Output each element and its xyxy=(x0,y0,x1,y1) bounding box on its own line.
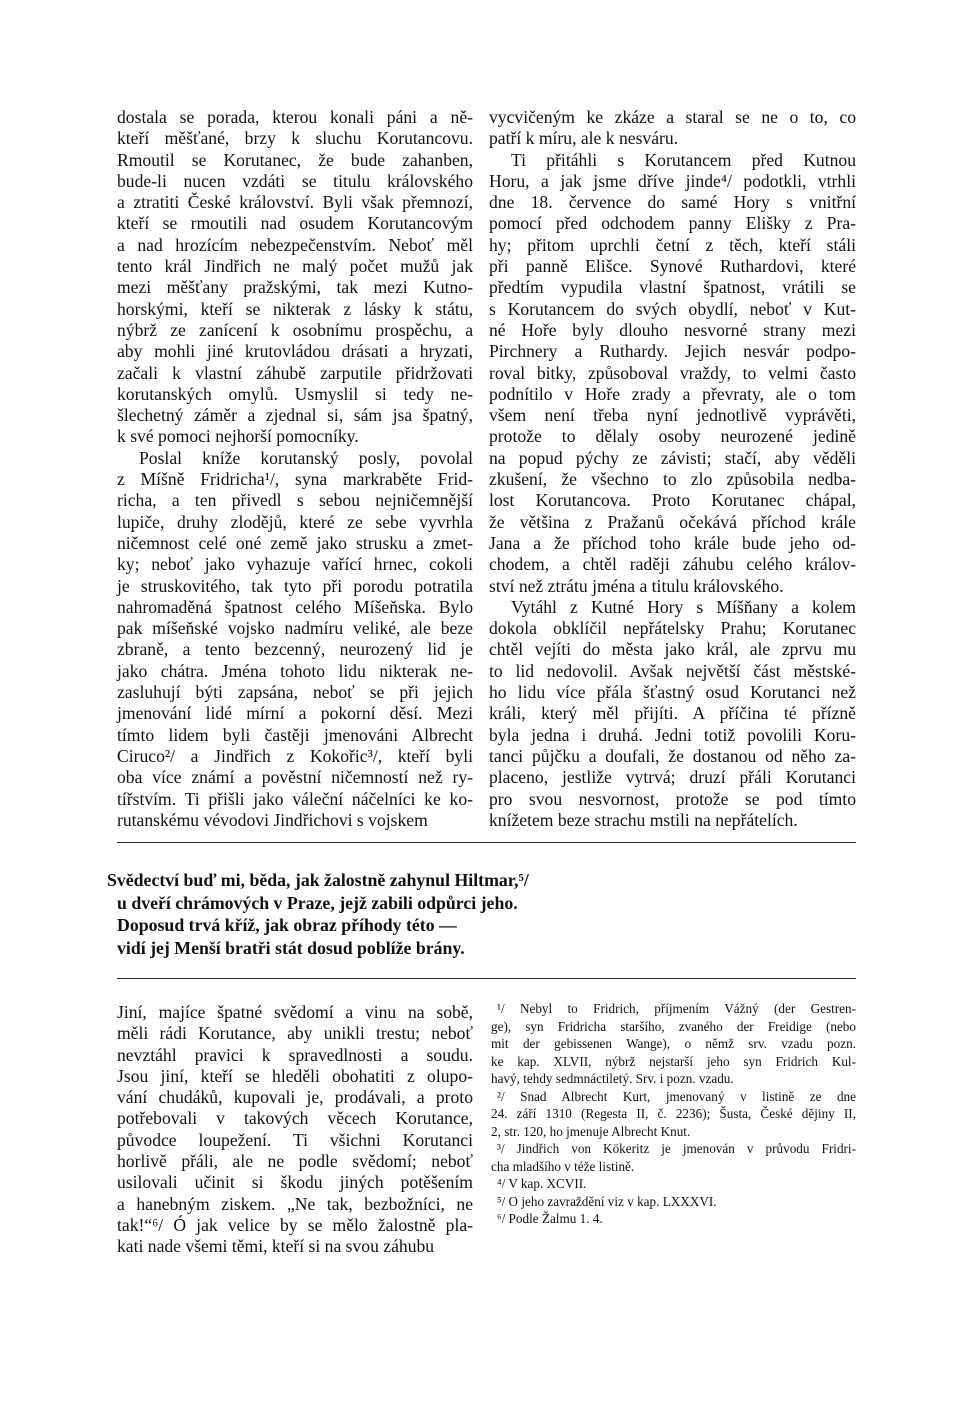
text-line: původce loupežení. Ti všichni Korutanci xyxy=(117,1129,473,1150)
text-line: chtěl vejíti do města jako král, ale zprvu mu xyxy=(489,639,856,660)
text-line: usilovali učinit si škodu jiných potěšením xyxy=(117,1172,473,1193)
text-line: dostala se porada, kterou konali páni a ně- xyxy=(117,107,473,127)
text-line: aby mohli jiné krutovládou drásati a hryzati, xyxy=(117,341,473,362)
footnote-line: mit der gebissenen Wange), o němž srv. vzadu pozn. xyxy=(491,1036,856,1051)
footnote xyxy=(491,1175,856,1193)
footnote-line: ⁴/ V kap. XCVII. xyxy=(497,1176,587,1191)
text-line: to lid nedovolil. Avšak největší část městské- xyxy=(489,660,856,681)
footnote xyxy=(491,1210,856,1228)
poem-block xyxy=(107,869,529,959)
poem-bottom-rule xyxy=(117,978,856,979)
text-line: z Míšně Fridricha¹/, syna markraběte Frid- xyxy=(117,469,473,490)
footnote-line: ³/ Jindřich von Kökeritz je jmenován v průvodu Fridri- xyxy=(497,1141,856,1156)
footnote-line: ⁶/ Podle Žalmu 1. 4. xyxy=(497,1211,603,1226)
text-line: roval bitky, způsoboval vraždy, to velmi často xyxy=(489,362,856,383)
footnote-line: 2, str. 120, ho jmenuje Albrecht Knut. xyxy=(491,1123,691,1139)
text-line: je struskovitého, tak tyto při porodu potratila xyxy=(117,575,473,596)
text-line: tak!“⁶/ Ó jak velice by se mělo žalostně pla- xyxy=(117,1214,473,1235)
text-line: nevztáhl pravici k spravedlnosti a soudu. xyxy=(117,1044,473,1065)
text-line: protože to dělaly osoby neurozené jedině xyxy=(489,426,856,447)
text-line: oba více známí a pověstní ničemností než ry- xyxy=(117,767,473,788)
text-line: mezi měšťany pražskými, tak mezi Kutno- xyxy=(117,277,473,298)
text-line: všem není třeba nyní jednotlivě vyprávěti, xyxy=(489,405,856,426)
text-line: horskými, kteří se nikterak z lásky k státu, xyxy=(117,298,473,319)
text-line: kati nade všemi těmi, kteří si na svou záhubu xyxy=(117,1236,435,1257)
text-line: nahromaděná špatnost celého Míšeňska. Bylo xyxy=(117,596,473,617)
text-line: s Korutancem do svých obydlí, neboť v Kut- xyxy=(489,298,856,319)
text-line: že většina z Pražanů očekává příchod krále xyxy=(489,511,856,532)
text-line: a ztratiti České království. Byli však přemnozí, xyxy=(117,192,473,213)
text-line: Jiní, majíce špatné svědomí a vinu na sobě, xyxy=(117,1002,473,1022)
footnote-line: 24. září 1310 (Regesta II, č. 2236); Šusta, České dějiny II, xyxy=(491,1106,856,1121)
text-line: tento král Jindřich ne malý počet mužů jak xyxy=(117,256,473,277)
text-line: Jsou jiní, kteří se hleděli obohatiti z olupo- xyxy=(117,1065,473,1086)
text-line: zkušení, že všechno to zlo způsobila nedba- xyxy=(489,469,856,490)
footnote-line: ²/ Snad Albrecht Kurt, jmenovaný v listině ze dne xyxy=(497,1088,856,1104)
text-line: ho lidu více přála šťastný osud Korutanci než xyxy=(489,682,856,703)
footnote-line: havý, tehdy sedmnáctiletý. Srv. i pozn. vzadu. xyxy=(491,1071,734,1086)
text-line: pro svou nesvornost, protože se pod tímto xyxy=(489,788,856,809)
text-line: bude-li nucen vzdáti se titulu královského xyxy=(117,170,473,191)
text-line: rutanskému vévodovi Jindřichovi s vojskem xyxy=(117,809,428,830)
text-line: kteří se rmoutili nad osudem Korutancovým xyxy=(117,213,473,234)
text-line: dne 18. července do samé Hory s vnitřní xyxy=(489,192,856,213)
footnote-line: ¹/ Nebyl to Fridrich, příjmením Vážný (der Gestren- xyxy=(497,1001,856,1016)
poem-top-rule xyxy=(117,842,856,843)
text-line: pomocí před odchodem panny Elišky z Pra- xyxy=(489,213,856,234)
text-line: šlechetný záměr a zjednal si, sám jsa špatný, xyxy=(117,405,473,426)
text-line: Ti přitáhli s Korutancem před Kutnou xyxy=(511,149,856,170)
text-line: lost Korutancova. Proto Korutanec chápal, xyxy=(489,490,856,511)
footnote xyxy=(491,1140,856,1175)
footnote-line: ge), syn Fridricha staršího, zvaného der Freidige (nebo xyxy=(491,1018,856,1034)
text-line: zasluhují býti zapsána, neboť se při jejich xyxy=(117,682,473,703)
text-line: zbraně, a tento bezcenný, neurozený lid je xyxy=(117,639,473,660)
text-line: dokola obklíčil nepřátelsky Prahu; Korutanec xyxy=(489,618,856,639)
text-line: jmenování lidé mírní a pokorní děsí. Mezi xyxy=(117,703,473,724)
footnote-line: ⁵/ O jeho zavraždění viz v kap. LXXXVI. xyxy=(497,1193,717,1209)
text-line: Horu, a jak jsme dříve jinde⁴/ podotkli, vtrhli xyxy=(489,170,856,191)
text-line: horlivě přáli, ale ne podle svědomí; neboť xyxy=(117,1151,473,1172)
footnote-line: cha mladšího v téže listině. xyxy=(491,1158,635,1174)
text-line: richa, a ten přivedl s sebou nejničemnější xyxy=(117,490,473,511)
text-line: patří k míru, ale k nesváru. xyxy=(489,128,679,149)
text-line: měli rádi Korutance, aby unikli trestu; neboť xyxy=(117,1023,473,1044)
text-line: podnítilo v Hoře zrady a převraty, ale o tom xyxy=(489,383,856,404)
text-line: Poslal kníže korutanský posly, povolal xyxy=(139,447,473,468)
text-line: králi, který měl přijíti. A příčina té přízně xyxy=(489,703,856,724)
text-line: jako chátra. Jména tohoto lidu nikterak ne- xyxy=(117,660,473,681)
text-line: kteří měšťané, brzy k sluchu Korutancovu. xyxy=(117,128,473,149)
left-text-column xyxy=(117,107,473,831)
poem-line: vidí jej Menší bratři stát dosud poblíže brány. xyxy=(117,937,465,958)
text-line: ství než ztrátu jména a titulu královského. xyxy=(489,575,784,596)
text-line: korutanských omylů. Usmyslil si tedy ne- xyxy=(117,383,473,404)
text-line: chodem, a chtěl raději záhubu celého králov- xyxy=(489,554,856,575)
text-line: tanci půjčku a doufali, že dostanou od něho za- xyxy=(489,745,856,766)
text-line: Rmoutil se Korutanec, že bude zahanben, xyxy=(117,149,473,170)
text-line: předtím vypudila vlastní špatnost, vrátili se xyxy=(489,277,856,298)
text-line: tířstvím. Ti přišli jako váleční náčelníci ke ko- xyxy=(117,788,473,809)
text-line: knížetem beze strachu mstili na nepřátelích. xyxy=(489,809,798,830)
text-line: pak míšeňské vojsko nadmíru veliké, ale beze xyxy=(117,618,473,639)
text-line: né Hoře byly dlouho nesvorné strany mezi xyxy=(489,319,856,340)
text-line: a hanebným ziskem. „Ne tak, bezbožníci, ne xyxy=(117,1193,473,1214)
poem-line: u dveří chrámových v Praze, jejž zabili odpůrci jeho. xyxy=(117,892,518,913)
text-line: ky; neboť jako vyhazuje vařící hrnec, cokoli xyxy=(117,554,473,575)
text-line: Ciruco²/ a Jindřich z Kokořic³/, kteří byli xyxy=(117,745,473,766)
text-line: ničemnost celé oné země jako strusku a zmet- xyxy=(117,532,473,553)
footnote xyxy=(491,1088,856,1141)
footnote xyxy=(491,1000,856,1088)
text-line: začali k vlastní záhubě zarputile přidržovati xyxy=(117,362,473,383)
text-line: Pirchnery a Ruthardy. Jejich nesvár podpo- xyxy=(489,341,856,362)
text-line: Jana a že příchod toho krále bude jeho od- xyxy=(489,532,856,553)
text-line: byla jedna i druhá. Jedni totiž povolili Koru- xyxy=(489,724,856,745)
text-line: a nad hrozícím nebezpečenstvím. Neboť měl xyxy=(117,234,473,255)
text-line: na popud pýchy ze závisti; stačí, aby věděli xyxy=(489,447,856,468)
text-line: při panně Elišce. Synové Ruthardovi, které xyxy=(489,256,856,277)
text-line: placeno, jestliže vytrvá; druzí přáli Korutanci xyxy=(489,767,856,788)
right-text-column xyxy=(489,107,856,831)
text-line: vání chudáků, kupovali je, prodávali, a proto xyxy=(117,1087,473,1108)
text-line: Vytáhl z Kutné Hory s Míšňany a kolem xyxy=(511,596,856,617)
footnote xyxy=(491,1193,856,1211)
text-line: potřebovali v takových věcech Korutance, xyxy=(117,1108,473,1129)
footnotes-block xyxy=(491,1000,856,1228)
text-line: k své pomoci nejhorší pomocníky. xyxy=(117,426,359,447)
poem-line: Doposud trvá kříž, jak obraz příhody této — xyxy=(117,915,457,935)
bottom-left-text-column xyxy=(117,1002,473,1258)
text-line: lupiče, druhy zlodějů, které ze sebe vyvrhla xyxy=(117,511,473,532)
text-line: vycvičeným ke zkáze a staral se ne o to, co xyxy=(489,107,856,127)
text-line: hy; přitom uprchli četní z těch, kteří stáli xyxy=(489,234,856,255)
text-line: nýbrž ze zanícení k osobnímu prospěchu, a xyxy=(117,319,473,340)
text-line: tímto lidem byli častěji jmenováni Albrecht xyxy=(117,724,473,745)
footnote-line: ke kap. XLVII, nýbrž nejstarší jeho syn Fridrich Kul- xyxy=(491,1053,856,1069)
poem-line: Svědectví buď mi, běda, jak žalostně zahynul Hiltmar,⁵/ xyxy=(107,870,529,890)
